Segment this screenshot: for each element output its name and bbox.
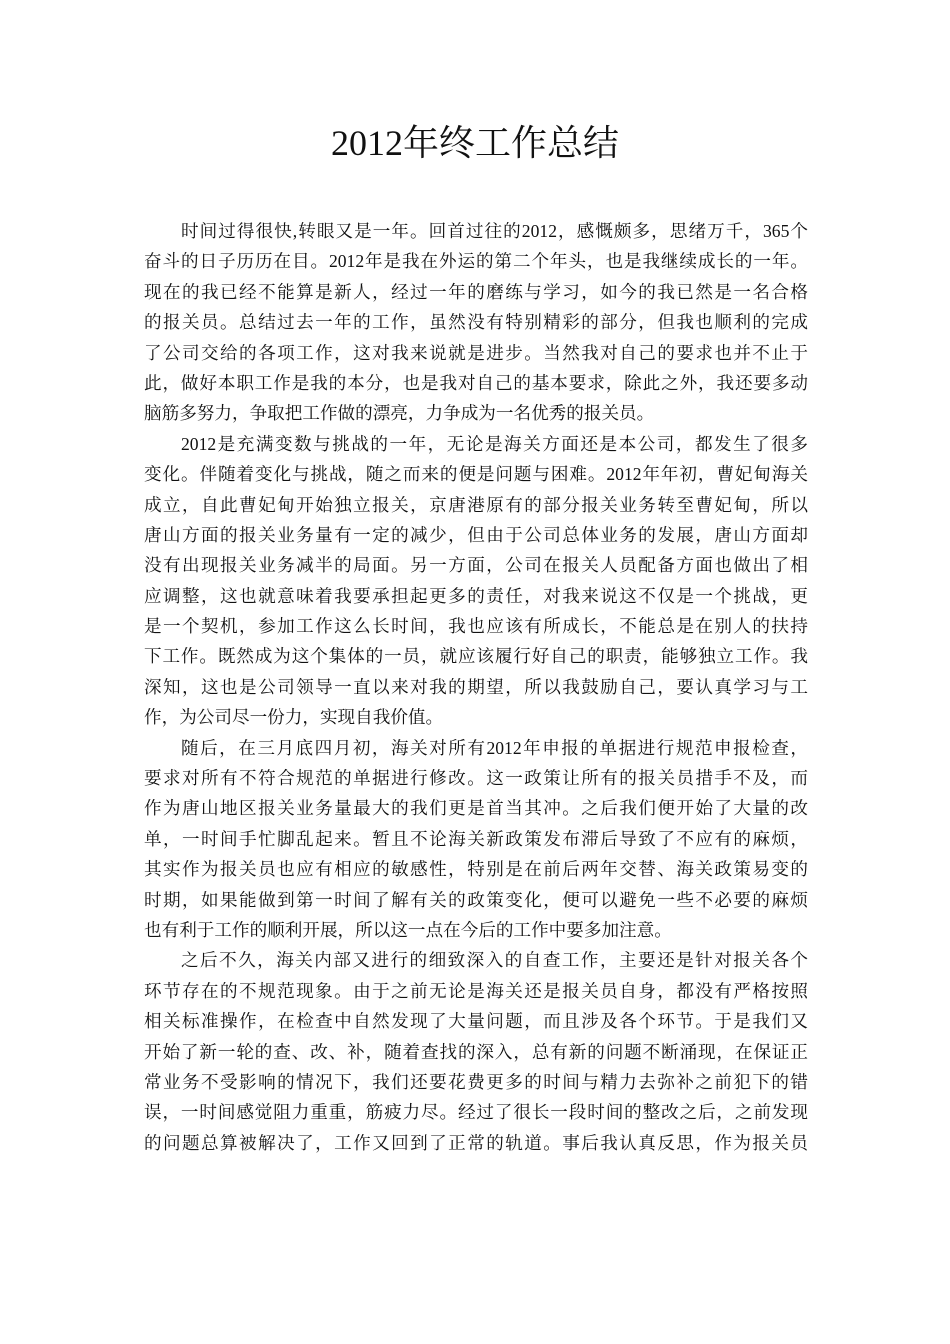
text-line: 了公司交给的各项工作，这对我来说就是进步。当然我对自己的要求也并不止于 xyxy=(144,342,808,363)
text-line: 的报关员。总结过去一年的工作，虽然没有特别精彩的部分，但我也顺利的完成 xyxy=(144,312,808,333)
text-line: 的问题总算被解决了，工作又回到了正常的轨道。事后我认真反思，作为报关员 xyxy=(144,1132,808,1153)
text-line: 作，为公司尽一份力，实现自我价值。 xyxy=(144,707,444,728)
document-title: 2012年终工作总结 xyxy=(330,123,619,163)
text-line: 变化。伴随着变化与挑战，随之而来的便是问题与困难。2012年年初，曹妃甸海关 xyxy=(144,464,808,485)
document-body xyxy=(144,216,808,1158)
text-line: 相关标准操作，在检查中自然发现了大量问题，而且涉及各个环节。于是我们又 xyxy=(144,1011,808,1032)
text-line: 常业务不受影响的情况下，我们还要花费更多的时间与精力去弥补之前犯下的错 xyxy=(144,1071,808,1092)
text-line: 作为唐山地区报关业务量最大的我们更是首当其冲。之后我们便开始了大量的改 xyxy=(144,798,808,819)
text-line: 成立，自此曹妃甸开始独立报关，京唐港原有的部分报关业务转至曹妃甸，所以 xyxy=(144,494,808,515)
text-line: 其实作为报关员也应有相应的敏感性，特别是在前后两年交替、海关政策易变的 xyxy=(144,859,808,880)
text-line: 没有出现报关业务减半的局面。另一方面，公司在报关人员配备方面也做出了相 xyxy=(144,555,808,576)
paragraph-3 xyxy=(144,733,808,946)
text-line: 随后，在三月底四月初，海关对所有2012年申报的单据进行规范申报检查， xyxy=(181,737,808,758)
text-line: 脑筋多努力，争取把工作做的漂亮，力争成为一名优秀的报关员。 xyxy=(144,403,655,424)
text-line: 此，做好本职工作是我的本分，也是我对自己的基本要求，除此之外，我还要多动 xyxy=(144,372,808,393)
text-line: 下工作。既然成为这个集体的一员，就应该履行好自己的职责，能够独立工作。我 xyxy=(144,646,808,667)
text-line: 应调整，这也就意味着我要承担起更多的责任，对我来说这不仅是一个挑战，更 xyxy=(144,585,808,606)
text-line: 要求对所有不符合规范的单据进行修改。这一政策让所有的报关员措手不及，而 xyxy=(144,768,808,789)
paragraph-1 xyxy=(144,216,808,429)
text-line: 环节存在的不规范现象。由于之前无论是海关还是报关员自身，都没有严格按照 xyxy=(144,980,808,1001)
text-line: 唐山方面的报关业务量有一定的减少，但由于公司总体业务的发展，唐山方面却 xyxy=(144,524,808,545)
text-line: 深知，这也是公司领导一直以来对我的期望，所以我鼓励自己，要认真学习与工 xyxy=(144,676,808,697)
text-line: 单，一时间手忙脚乱起来。暂且不论海关新政策发布滞后导致了不应有的麻烦， xyxy=(144,828,808,849)
text-line: 现在的我已经不能算是新人，经过一年的磨练与学习，如今的我已然是一名合格 xyxy=(144,281,808,302)
paragraph-2 xyxy=(144,429,808,733)
text-line: 误，一时间感觉阻力重重，筋疲力尽。经过了很长一段时间的整改之后，之前发现 xyxy=(144,1102,808,1123)
text-line: 也有利于工作的顺利开展，所以这一点在今后的工作中要多加注意。 xyxy=(144,919,672,940)
text-line: 是一个契机，参加工作这么长时间，我也应该有所成长，不能总是在别人的扶持 xyxy=(144,616,808,637)
text-line: 之后不久，海关内部又进行的细致深入的自查工作，主要还是针对报关各个 xyxy=(181,950,808,971)
text-line: 奋斗的日子历历在目。2012年是我在外运的第二个年头，也是我继续成长的一年。 xyxy=(144,251,808,272)
text-line: 时期，如果能做到第一时间了解有关的政策变化，便可以避免一些不必要的麻烦 xyxy=(144,889,808,910)
text-line: 开始了新一轮的查、改、补，随着查找的深入，总有新的问题不断涌现，在保证正 xyxy=(144,1041,808,1062)
text-line: 时间过得很快,转眼又是一年。回首过往的2012，感慨颇多，思绪万千，365个 xyxy=(181,221,808,241)
text-line: 2012是充满变数与挑战的一年，无论是海关方面还是本公司，都发生了很多 xyxy=(181,433,808,454)
paragraph-4 xyxy=(144,945,808,1158)
